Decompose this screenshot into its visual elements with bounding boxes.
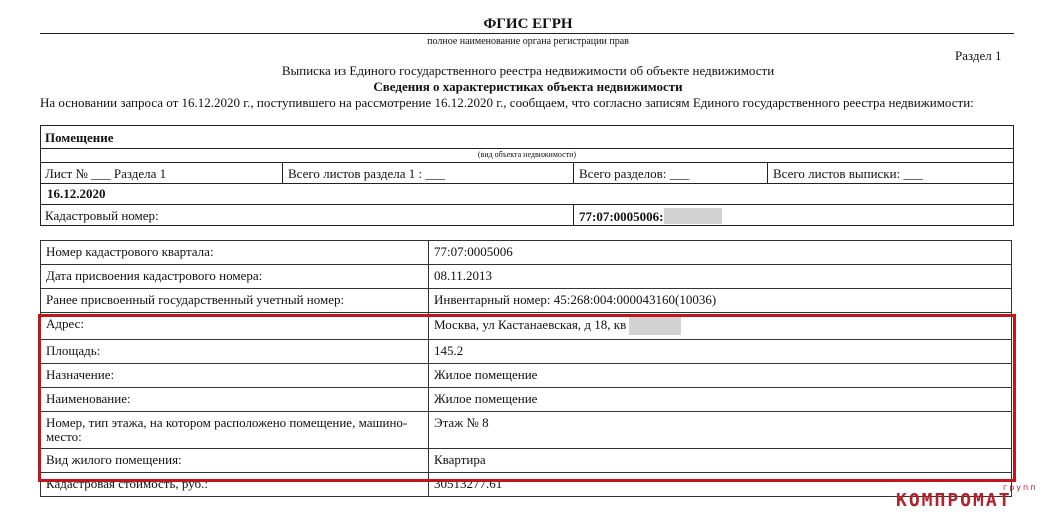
row-label: Адрес: [41, 313, 429, 340]
address-value: Москва, ул Кастанаевская, д 18, кв [434, 316, 627, 332]
row-label: Назначение: [41, 364, 429, 388]
extract-heading: Выписка из Единого государственного реестра недвижимости об объекте недвижимости [281, 63, 775, 78]
redacted-block [664, 208, 722, 224]
row-label: Дата присвоения кадастрового номера: [41, 265, 429, 289]
doc-subtitle: полное наименование органа регистрации прав [427, 36, 629, 47]
highlight-frame [38, 314, 1016, 482]
cadastral-value-cell [573, 205, 722, 225]
extract-date: 16.12.2020 [47, 186, 106, 201]
doc-title: ФГИС ЕГРН [483, 16, 573, 32]
section-label: Раздел 1 [955, 48, 1002, 63]
cadastral-value: 77:07:0005006: [579, 209, 664, 224]
row-label: Кадастровая стоимость, руб.: [41, 473, 429, 497]
characteristics-heading: Сведения о характеристиках объекта недвижимости [373, 79, 683, 94]
title-divider [40, 33, 1014, 34]
row-value: Жилое помещение [429, 388, 1012, 412]
row-value: 145.2 [429, 340, 1012, 364]
date-row [41, 184, 1013, 205]
watermark-small: групп [1003, 483, 1038, 492]
cadastral-label: Кадастровый номер: [45, 208, 159, 223]
object-type-caption: (вид объекта недвижимости) [477, 150, 577, 159]
row-value: Жилое помещение [429, 364, 1012, 388]
table-row [41, 289, 1012, 313]
row-value: Квартира [429, 449, 1012, 473]
total-sheets-section: Всего листов раздела 1 : ___ [282, 163, 445, 183]
table-row [41, 241, 1012, 265]
row-label: Вид жилого помещения: [41, 449, 429, 473]
row-label: Наименование: [41, 388, 429, 412]
row-label: Ранее присвоенный государственный учетный номер: [41, 289, 429, 313]
object-type-caption-row [41, 149, 1013, 163]
sheet-number: Лист № ___ Раздела 1 [45, 166, 167, 181]
table-row [41, 265, 1012, 289]
row-value: Этаж № 8 [429, 412, 1012, 449]
row-value: 08.11.2013 [429, 265, 1012, 289]
object-info-box [40, 125, 1014, 226]
row-label: Номер, тип этажа, на котором расположено помещение, машино-место: [41, 412, 429, 449]
row-value: 30513277.61 [429, 473, 1012, 497]
object-type-row [41, 126, 1013, 149]
total-sections: Всего разделов: ___ [573, 163, 689, 183]
object-type: Помещение [45, 130, 114, 145]
row-value: 77:07:0005006 [429, 241, 1012, 265]
row-value: Инвентарный номер: 45:268:004:000043160(10036) [429, 289, 1012, 313]
row-label: Номер кадастрового квартала: [41, 241, 429, 265]
cadastral-row [41, 205, 1013, 225]
row-label: Площадь: [41, 340, 429, 364]
request-basis-text: На основании запроса от 16.12.2020 г., поступившего на рассмотрение 16.12.2020 г., сообщаем, что согласно записям Единого государственного реестра недвижимости: [40, 95, 974, 110]
total-sheets-extract: Всего листов выписки: ___ [767, 163, 923, 183]
sheets-row [41, 163, 1013, 184]
watermark-logo: КОМПРОМАТ [896, 490, 1012, 511]
